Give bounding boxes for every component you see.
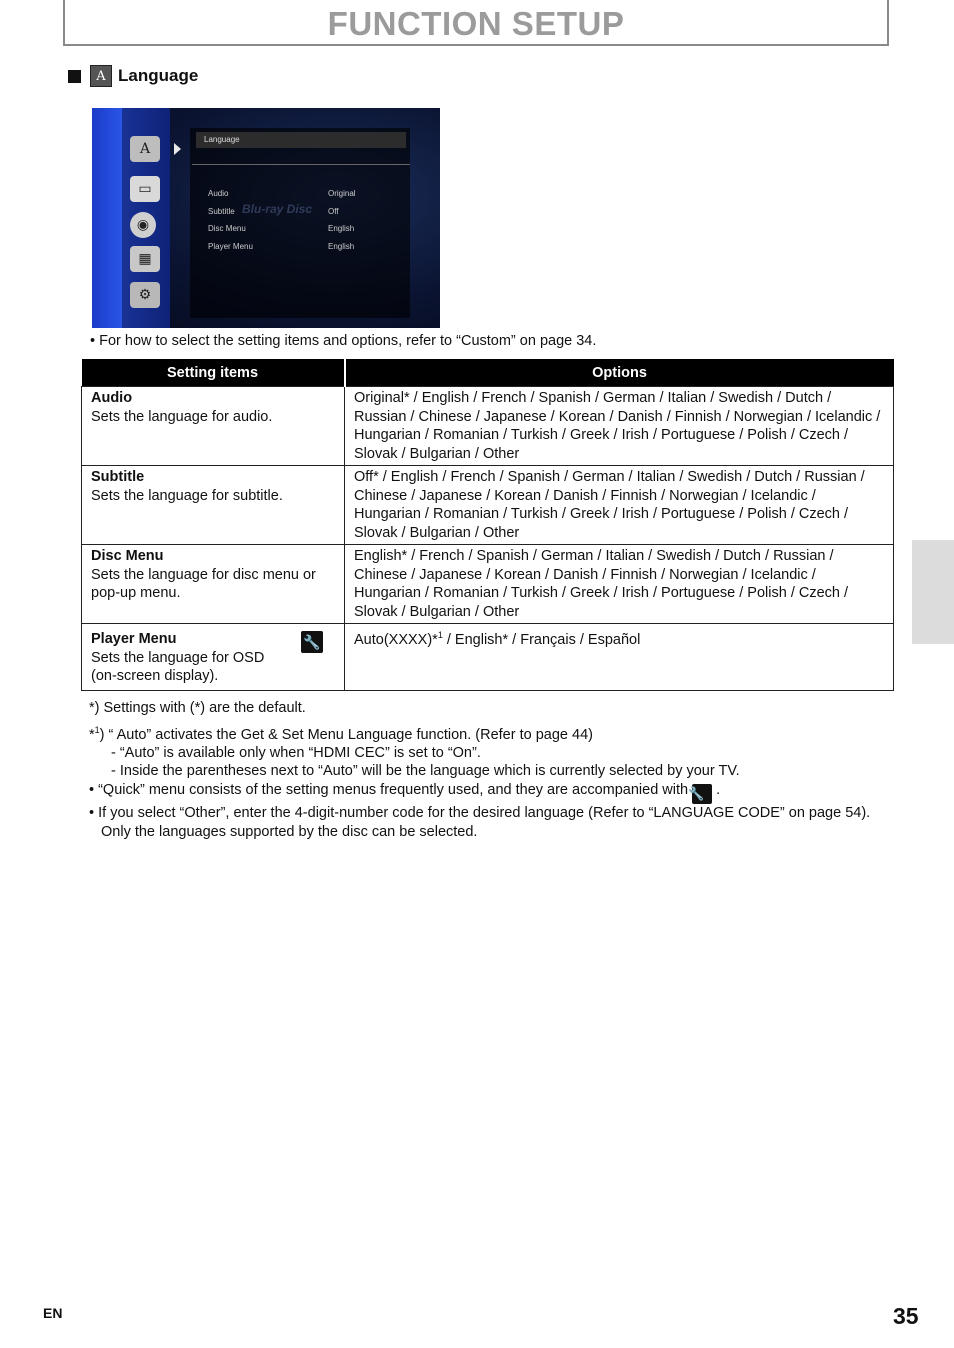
page-header	[63, 0, 889, 46]
screenshot-tab: Language	[196, 132, 406, 148]
section-bullet-icon	[68, 70, 81, 83]
item-desc: Sets the language for OSD (on-screen display).	[91, 649, 265, 684]
item-options: Off* / English / French / Spanish / German / Italian / Swedish / Dutch / Russian / Chinese / Japanese / Korean / Danish / Finnish / Norwegian / Icelandic / Hungarian / Romanian / Turkish / Greek / Irish / Portuguese / Polish / Czech / Slovak / Bulgarian / Other	[345, 466, 894, 545]
audio-menu-icon: ◉	[130, 212, 156, 238]
auto-note: *$^1$) “ Auto” activates the Get & Set Menu Language function. (Refer to page 44)	[89, 724, 593, 743]
header-options: Options	[345, 359, 894, 387]
bluray-logo-icon: Blu-ray Disc	[242, 202, 313, 216]
item-desc: Sets the language for disc menu or pop-up menu.	[91, 566, 316, 601]
intro-note: • For how to select the setting items and options, refer to “Custom” on page 34.	[90, 333, 597, 349]
item-desc: Sets the language for audio.	[91, 408, 273, 425]
table-row	[82, 624, 894, 691]
quick-note: • “Quick” menu consists of the setting menus frequently used, and they are accompanied with 🔧 .	[89, 781, 889, 804]
menu-screenshot	[92, 108, 440, 328]
item-name: Player Menu	[91, 631, 177, 647]
header-setting-items: Setting items	[82, 359, 345, 387]
quick-menu-wrench-icon: 🔧	[301, 631, 323, 653]
table-row	[82, 545, 894, 624]
screenshot-row: Subtitle Off	[208, 207, 339, 216]
item-options: Original* / English / French / Spanish / German / Italian / Swedish / Dutch / Russian / Chinese / Japanese / Korean / Danish / Finnish / Norwegian / Icelandic / Hungarian / Romanian / Turkish / Greek / Irish / Portuguese / Polish / Czech / Slovak / Bulgarian / Other	[345, 387, 894, 466]
quick-menu-wrench-icon: 🔧	[692, 784, 712, 804]
item-name: Subtitle	[91, 469, 145, 485]
item-desc: Sets the language for subtitle.	[91, 487, 283, 504]
screenshot-row: Audio Original	[208, 189, 356, 198]
parental-menu-icon: ▦	[130, 246, 160, 272]
play-arrow-icon	[174, 143, 181, 155]
display-menu-icon: ▭	[130, 176, 160, 202]
item-options: English* / French / Spanish / German / Italian / Swedish / Dutch / Russian / Chinese / Japanese / Korean / Danish / Finnish / Norwegian / Icelandic / Hungarian / Romanian / Turkish / Greek / Irish / Portuguese / Polish / Czech / Slovak / Bulgarian / Other	[345, 545, 894, 624]
language-a-icon: A	[90, 65, 112, 87]
section-title: Language	[118, 66, 199, 85]
footer-language: EN	[43, 1305, 63, 1321]
screenshot-row: Player Menu English	[208, 242, 355, 251]
section-heading	[68, 64, 198, 88]
auto-subnote: - “Auto” is available only when “HDMI CEC” is set to “On”.	[111, 744, 481, 761]
page-number: 35	[893, 1303, 919, 1329]
item-name: Audio	[91, 390, 133, 406]
language-menu-icon: A	[130, 136, 160, 162]
other-note: • If you select “Other”, enter the 4-digit-number code for the desired language (Refer to “LANGUAGE CODE” on page 54). Only the languages supported by the disc can be selected.	[89, 805, 871, 840]
screenshot-row: Disc Menu English	[208, 224, 355, 233]
item-name: Disc Menu	[91, 548, 164, 564]
settings-table	[81, 359, 894, 691]
auto-subnote: - Inside the parentheses next to “Auto” will be the language which is currently selected by your TV.	[111, 763, 740, 780]
item-options: Auto(XXXX)*$^1$ / English* / Français / Español	[345, 624, 894, 691]
table-row	[82, 466, 894, 545]
others-menu-icon: ⚙	[130, 282, 160, 308]
footnotes	[89, 699, 889, 841]
table-row	[82, 387, 894, 466]
page-title: FUNCTION SETUP	[327, 5, 625, 42]
chapter-tab	[912, 540, 954, 644]
default-note: *) Settings with (*) are the default.	[89, 700, 306, 716]
